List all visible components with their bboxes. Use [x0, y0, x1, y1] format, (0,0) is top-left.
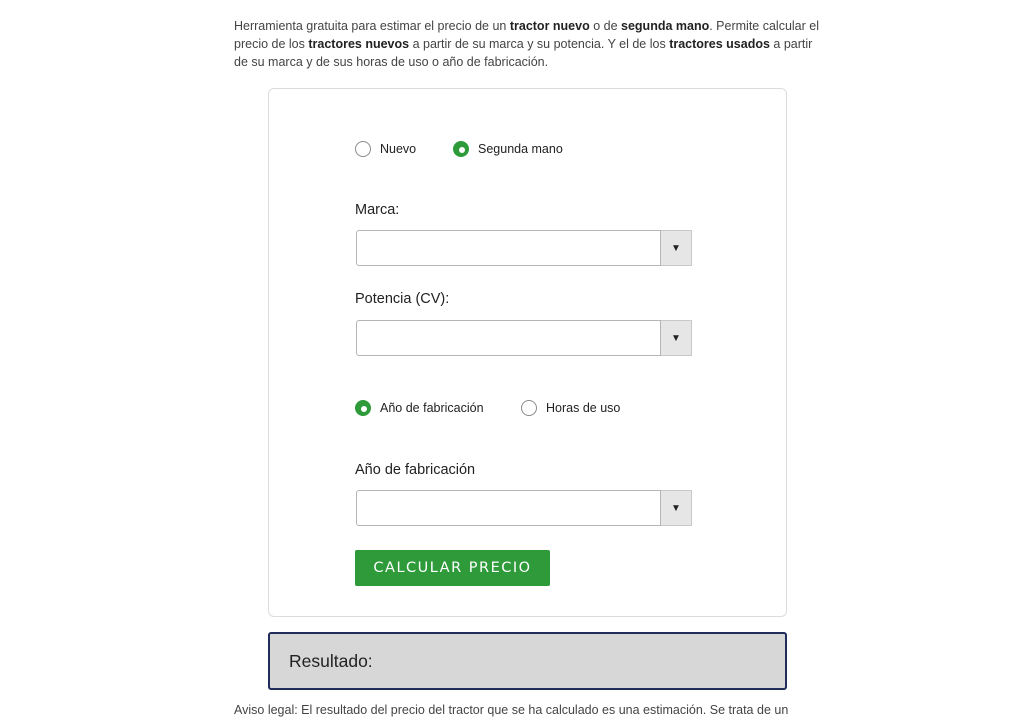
marca-select-box[interactable]: [356, 230, 661, 266]
potencia-select-box[interactable]: [356, 320, 661, 356]
intro-segment: a partir de su marca y de sus horas de uso o año de fabricación.: [234, 37, 813, 69]
potencia-label: Potencia (CV):: [355, 291, 450, 307]
legal-notice: Aviso legal: El resultado del precio del tractor que se ha calculado es una estimación. Se trata de un: [234, 703, 789, 717]
radio-anio-fabricacion-circle-icon[interactable]: [355, 400, 371, 416]
intro-bold-tractor-nuevo: tractor nuevo: [509, 19, 590, 33]
radio-segunda-mano-circle-icon[interactable]: [453, 141, 469, 157]
calcular-precio-button[interactable]: CALCULAR PRECIO: [355, 550, 550, 586]
radio-horas-uso-circle-icon[interactable]: [521, 400, 537, 416]
intro-bold-tractores-nuevos: tractores nuevos: [308, 37, 410, 51]
potencia-select[interactable]: [356, 320, 692, 356]
anio-dropdown-arrow-icon[interactable]: ▼: [661, 490, 692, 526]
result-box: [268, 632, 787, 690]
anio-label: Año de fabricación: [355, 462, 476, 478]
potencia-dropdown-arrow-icon[interactable]: ▼: [661, 320, 692, 356]
radio-segunda-mano-label[interactable]: Segunda mano: [478, 142, 563, 156]
radio-anio-fabricacion[interactable]: [355, 400, 484, 416]
marca-select[interactable]: [356, 230, 692, 266]
intro-text: [234, 17, 824, 71]
radio-nuevo-circle-icon[interactable]: [355, 141, 371, 157]
intro-segment: o de: [589, 19, 622, 33]
radio-horas-uso-label[interactable]: Horas de uso: [546, 401, 621, 415]
anio-select[interactable]: [356, 490, 692, 526]
radio-segunda-mano[interactable]: [453, 141, 563, 157]
marca-label: Marca:: [355, 202, 400, 218]
radio-nuevo-label[interactable]: Nuevo: [380, 142, 417, 156]
anio-select-box[interactable]: [356, 490, 661, 526]
intro-bold-tractores-usados: tractores usados: [669, 37, 770, 51]
result-label: Resultado:: [289, 650, 373, 671]
intro-bold-segunda-mano: segunda mano: [621, 19, 710, 33]
radio-anio-fabricacion-label[interactable]: Año de fabricación: [380, 401, 484, 415]
intro-segment: a partir de su marca y su potencia. Y el de los: [409, 37, 670, 51]
marca-dropdown-arrow-icon[interactable]: ▼: [661, 230, 692, 266]
radio-horas-uso[interactable]: [521, 400, 620, 416]
intro-segment: Herramienta gratuita para estimar el precio de un: [234, 19, 510, 33]
radio-nuevo[interactable]: [355, 141, 416, 157]
intro-segment: . Permite calcular el precio de los: [234, 19, 819, 51]
